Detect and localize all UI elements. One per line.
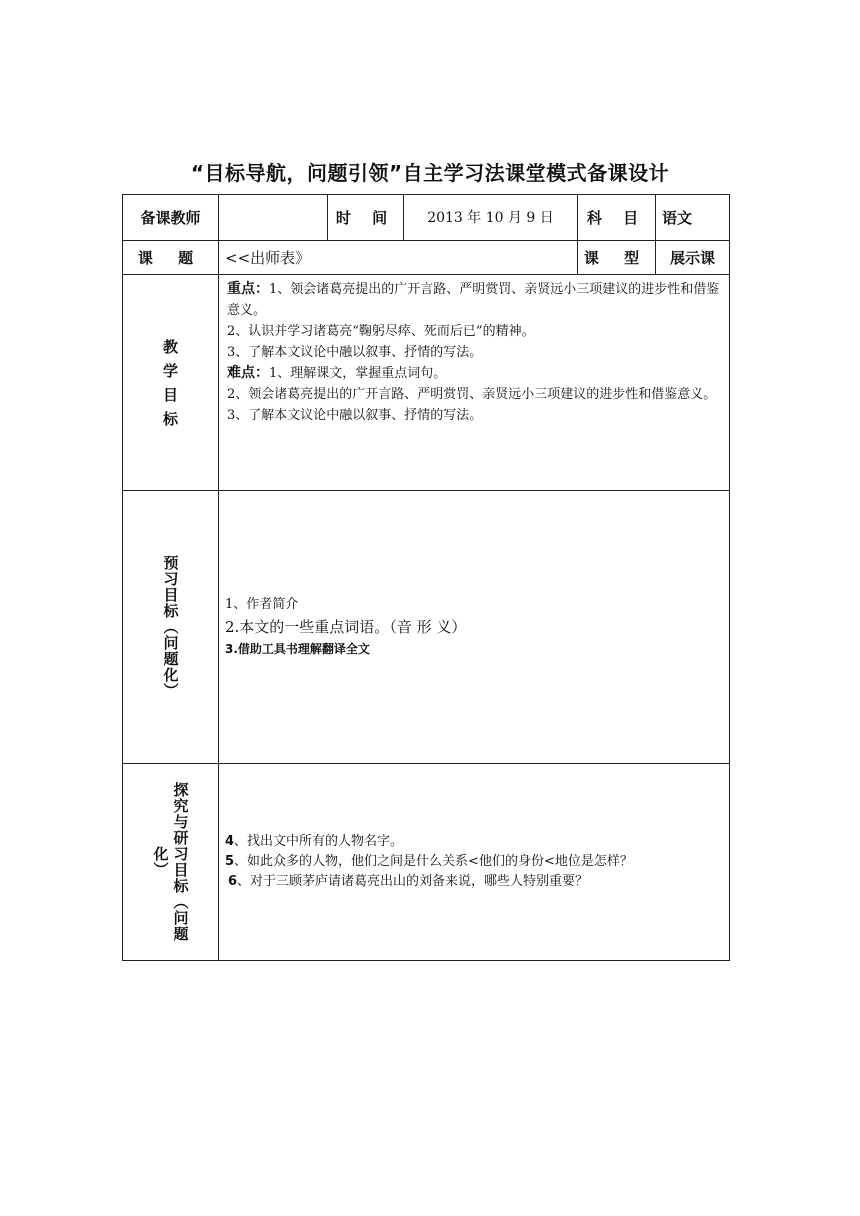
goals-label-char: 目: [162, 385, 178, 404]
key-point-line: [227, 279, 723, 321]
key-point-1: 1、领会诸葛亮提出的广开言路、严明赏罚、亲贤远小三项建议的进步性和借鉴意义。: [227, 282, 720, 318]
preview-goals-row: [123, 491, 730, 764]
preview-item-1: 1、作者简介: [225, 597, 299, 612]
topic-value: <<出师表》: [219, 241, 578, 275]
explore-goals-row: [123, 764, 730, 961]
explore-goals-content: [219, 764, 730, 961]
explore-item-6-text: 、对于三顾茅庐请诸葛亮出山的刘备来说，哪些人特别重要？: [237, 874, 589, 889]
type-label: [578, 241, 656, 275]
teaching-goals-content: [219, 275, 730, 491]
subject-label: [578, 195, 656, 241]
teacher-value: [219, 195, 328, 241]
topic-label: [123, 241, 219, 275]
type-value: 展示课: [656, 241, 730, 275]
header-row: [123, 195, 730, 241]
preview-goals-content: [219, 491, 730, 764]
difficulty-label: 难点：: [227, 365, 269, 381]
key-point-2: 2、认识并学习诸葛亮“鞠躬尽瘁、死而后已”的精神。: [227, 324, 535, 339]
teaching-goals-label: [123, 275, 219, 491]
explore-item-5-text: 、如此众多的人物，他们之间是什么关系<他们的身份<地位是怎样？: [234, 854, 633, 869]
time-value: 2013 年 10 月 9 日: [404, 195, 578, 241]
subject-value: 语文: [656, 195, 730, 241]
preview-item-2: 2.本文的一些重点词语。（音 形 义）: [225, 618, 467, 636]
time-label-text: 时 间: [335, 209, 396, 227]
explore-item-4: [225, 832, 729, 852]
explore-item-4-text: 、找出文中所有的人物名字。: [234, 834, 404, 849]
topic-label-text: 课 题: [137, 249, 204, 267]
key-point-3: 3、了解本文议论中融以叙事、抒情的写法。: [227, 345, 483, 360]
goals-label-char: 教: [162, 337, 178, 356]
preview-goals-label-text: 预习目标（问题化）: [161, 555, 180, 699]
explore-goals-label-text: 探究与研习目标（问题化）: [151, 782, 190, 942]
goals-label-char: 学: [162, 361, 178, 380]
difficulty-line: [227, 363, 723, 384]
subject-label-text: 科 目: [586, 209, 647, 227]
explore-item-5-number: 5: [225, 854, 235, 869]
preview-goals-label: [123, 491, 219, 764]
teaching-goals-row: [123, 275, 730, 491]
difficulty-2: 2、领会诸葛亮提出的广开言路、严明赏罚、亲贤远小三项建议的进步性和借鉴意义。: [227, 387, 717, 402]
teacher-label: 备课教师: [123, 195, 219, 241]
lesson-plan-table: [122, 194, 730, 961]
explore-item-6: [225, 872, 729, 892]
difficulty-3: 3、了解本文议论中融以叙事、抒情的写法。: [227, 408, 483, 423]
goals-label-char: 标: [162, 409, 178, 428]
preview-item-3: 3.借助工具书理解翻译全文: [225, 642, 370, 656]
type-label-text: 课 型: [583, 249, 650, 267]
key-point-label: 重点：: [227, 281, 269, 297]
explore-item-5: [225, 852, 729, 872]
topic-row: [123, 241, 730, 275]
explore-goals-label: [123, 764, 219, 961]
explore-item-6-number: 6: [228, 874, 238, 889]
page-title: “目标导航，问题引领”自主学习法课堂模式备课设计: [190, 161, 670, 185]
time-label: [328, 195, 404, 241]
difficulty-1: 1、理解课文，掌握重点词句。: [269, 366, 447, 381]
explore-item-4-number: 4: [225, 834, 235, 849]
